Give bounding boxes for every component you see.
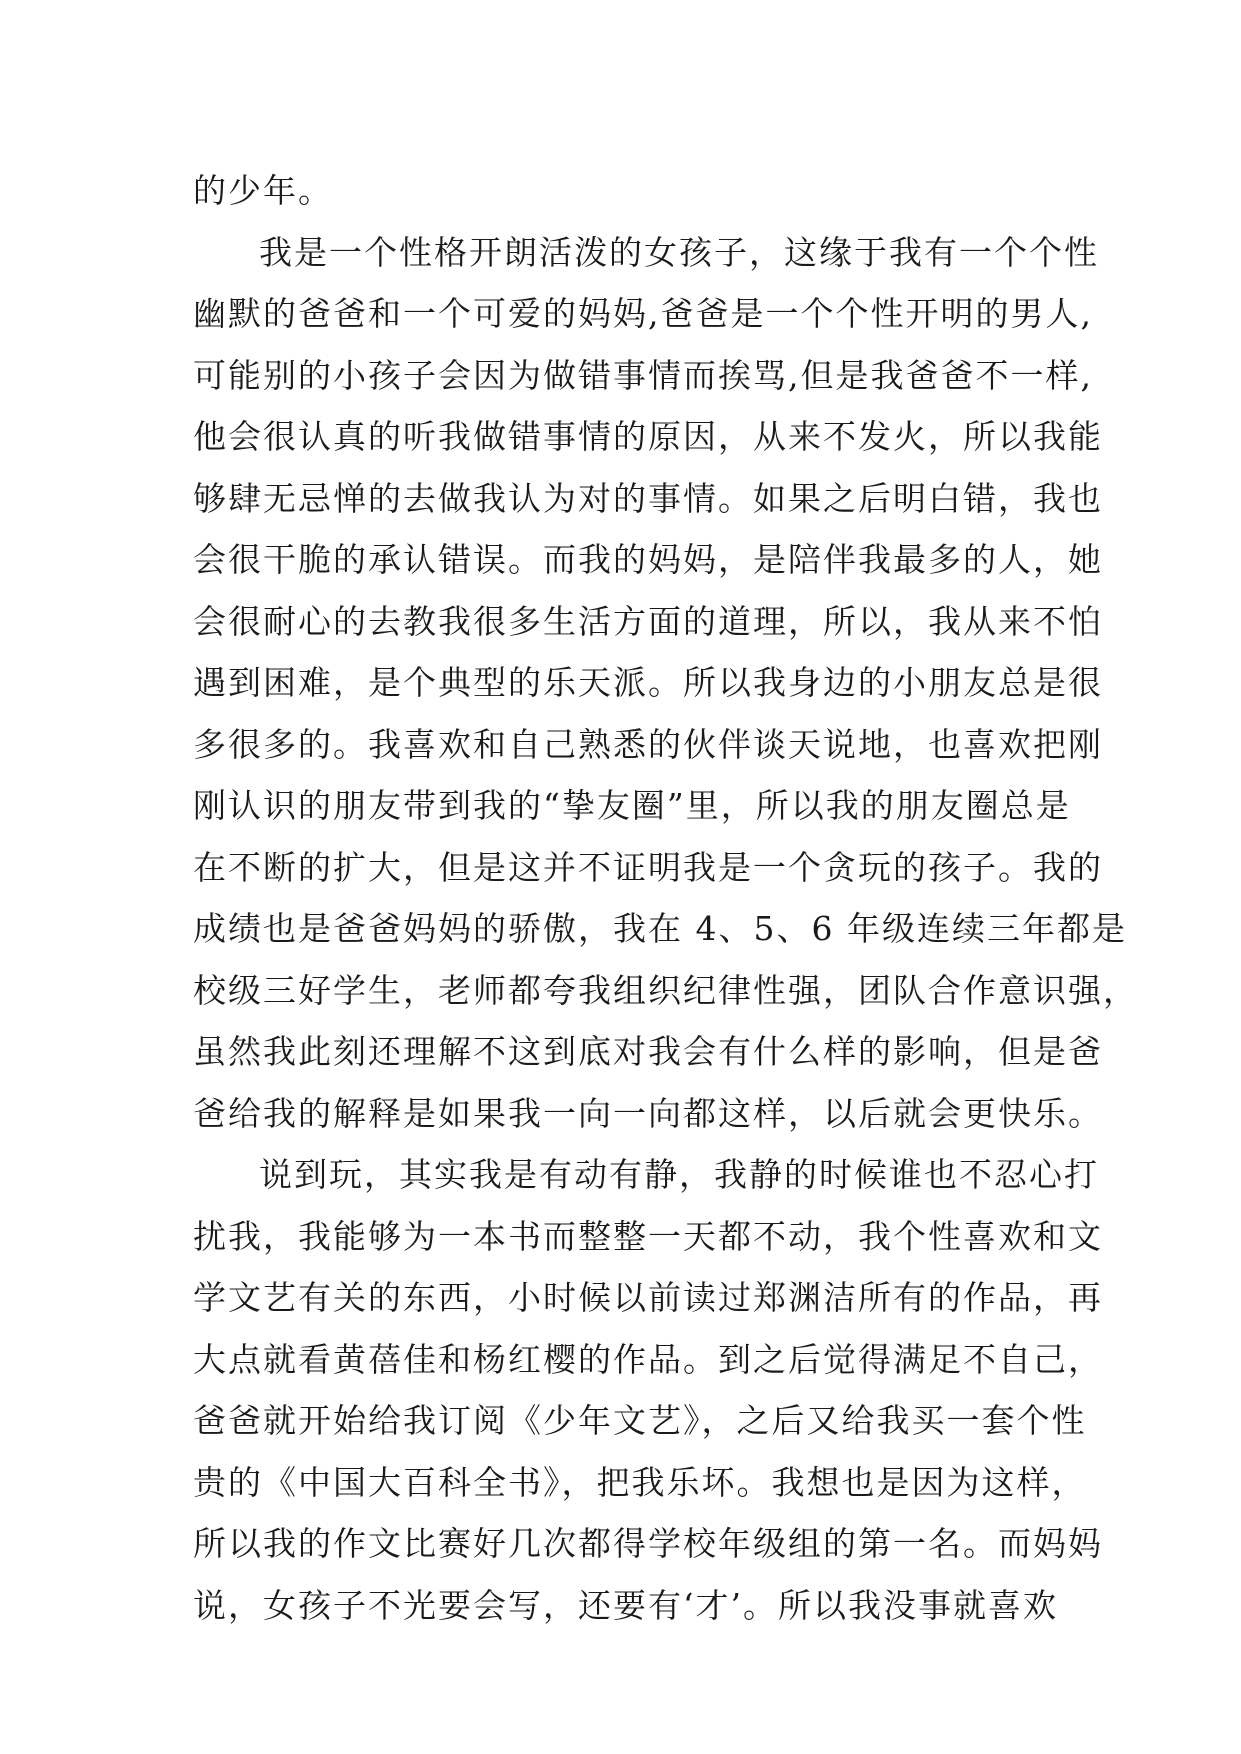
text-line: 幽默的爸爸和一个可爱的妈妈,爸爸是一个个性开明的男人, — [193, 294, 1093, 333]
text-line: 校级三好学生，老师都夸我组织纪律性强，团队合作意识强， — [193, 970, 1138, 1010]
text-line: 他会很认真的听我做错事情的原因，从来不发火，所以我能 — [193, 417, 1103, 456]
text-line: 够肆无忌惮的去做我认为对的事情。如果之后明白错，我也 — [193, 478, 1103, 518]
text-line: 爸给我的解释是如果我一向一向都这样，以后就会更快乐。 — [193, 1093, 1103, 1133]
text-line: 扰我，我能够为一本书而整整一天都不动，我个性喜欢和文 — [193, 1216, 1103, 1256]
text-line: 所以我的作文比赛好几次都得学校年级组的第一名。而妈妈 — [193, 1524, 1103, 1563]
text-line: 多很多的。我喜欢和自己熟悉的伙伴谈天说地，也喜欢把刚 — [193, 724, 1103, 764]
text-line: 爸爸就开始给我订阅《少年文艺》，之后又给我买一套个性 — [193, 1401, 1087, 1440]
text-line: 虽然我此刻还理解不这到底对我会有什么样的影响，但是爸 — [193, 1032, 1103, 1071]
text-line: 说，女孩子不光要会写，还要有‘才’。所以我没事就喜欢 — [193, 1585, 1058, 1625]
text-line: 说到玩，其实我是有动有静，我静的时候谁也不忍心打 — [259, 1155, 1099, 1194]
text-line: 我是一个性格开朗活泼的女孩子，这缘于我有一个个性 — [259, 232, 1099, 272]
text-line: 会很耐心的去教我很多生活方面的道理，所以，我从来不怕 — [193, 601, 1103, 641]
text-line: 会很干脆的承认错误。而我的妈妈，是陪伴我最多的人，她 — [193, 540, 1103, 579]
text-line: 贵的《中国大百科全书》，把我乐坏。我想也是因为这样， — [193, 1462, 1087, 1502]
text-line: 大点就看黄蓓佳和杨红樱的作品。到之后觉得满足不自己， — [193, 1339, 1103, 1379]
text-line: 的少年。 — [193, 171, 333, 210]
text-line: 成绩也是爸爸妈妈的骄傲，我在 4、5、6 年级连续三年都是 — [193, 909, 1127, 948]
text-line: 在不断的扩大，但是这并不证明我是一个贪玩的孩子。我的 — [193, 847, 1103, 887]
body-text — [193, 160, 1138, 1636]
text-line: 可能别的小孩子会因为做错事情而挨骂,但是我爸爸不一样, — [193, 355, 1093, 395]
text-line: 遇到困难，是个典型的乐天派。所以我身边的小朋友总是很 — [193, 663, 1103, 702]
text-line: 刚认识的朋友带到我的“挚友圈”里，所以我的朋友圈总是 — [193, 786, 1071, 825]
text-line: 学文艺有关的东西，小时候以前读过郑渊洁所有的作品，再 — [193, 1278, 1103, 1317]
